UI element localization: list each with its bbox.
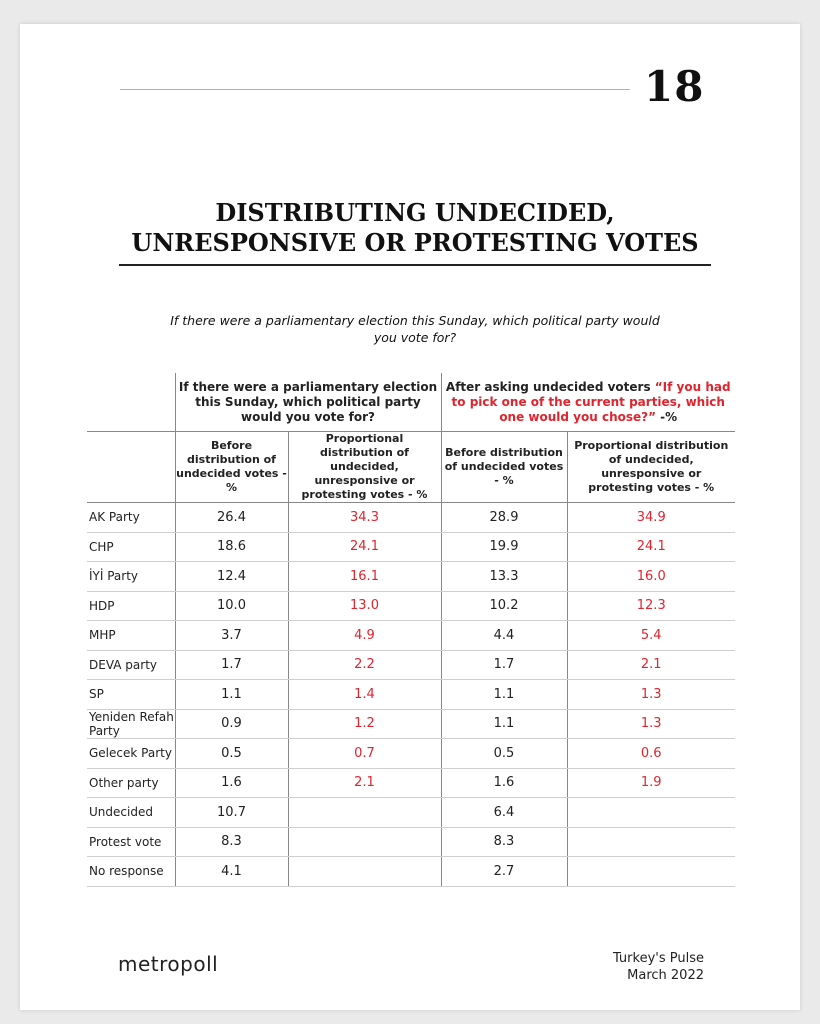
question-line-1: If there were a parliamentary election this Sunday, which political party would [170,313,660,328]
value-before-2: 2.7 [441,857,567,887]
table-row [87,621,735,651]
table-row [87,532,735,562]
table-row [87,591,735,621]
value-before-1: 10.0 [175,591,288,621]
value-proportional-2: 16.0 [567,562,735,592]
table-row [87,650,735,680]
value-proportional-2: 1.3 [567,709,735,739]
value-proportional-1: 4.9 [288,621,441,651]
value-proportional-2: 0.6 [567,739,735,769]
value-proportional-1: 24.1 [288,532,441,562]
value-proportional-1: 2.1 [288,768,441,798]
title-line-1: DISTRIBUTING UNDECIDED, [215,198,615,227]
value-before-1: 4.1 [175,857,288,887]
value-proportional-2: 1.9 [567,768,735,798]
row-label: Gelecek Party [87,739,175,769]
value-proportional-1: 16.1 [288,562,441,592]
value-before-2: 8.3 [441,827,567,857]
header-rule [120,89,630,90]
value-proportional-2: 2.1 [567,650,735,680]
table-row [87,827,735,857]
value-before-2: 1.1 [441,709,567,739]
row-label: SP [87,680,175,710]
value-before-1: 26.4 [175,503,288,533]
row-label: İYİ Party [87,562,175,592]
vote-distribution-table [87,373,735,887]
value-before-2: 1.7 [441,650,567,680]
table-row [87,709,735,739]
value-proportional-1: 34.3 [288,503,441,533]
table-row [87,857,735,887]
survey-question [120,312,710,346]
metropoll-logo: metropoll [118,952,219,976]
value-proportional-2: 5.4 [567,621,735,651]
row-label: DEVA party [87,650,175,680]
value-proportional-1: 0.7 [288,739,441,769]
value-proportional-1: 2.2 [288,650,441,680]
value-before-1: 1.1 [175,680,288,710]
group2-header-quote: “If you had to pick one of the current parties, which one would you chose?” [451,379,731,424]
group1-header: If there were a parliamentary election this Sunday, which political party would you vote for? [175,373,441,432]
value-before-1: 0.9 [175,709,288,739]
value-proportional-1 [288,857,441,887]
value-before-1: 8.3 [175,827,288,857]
value-before-1: 18.6 [175,532,288,562]
value-proportional-2: 1.3 [567,680,735,710]
title-line-2: UNRESPONSIVE OR PROTESTING VOTES [131,228,699,257]
value-before-1: 12.4 [175,562,288,592]
value-proportional-2: 12.3 [567,591,735,621]
value-proportional-2 [567,798,735,828]
table-body [87,503,735,887]
row-label: No response [87,857,175,887]
table-row [87,562,735,592]
value-before-2: 0.5 [441,739,567,769]
value-before-1: 1.6 [175,768,288,798]
value-before-2: 19.9 [441,532,567,562]
value-proportional-2: 34.9 [567,503,735,533]
value-before-2: 28.9 [441,503,567,533]
row-label: Yeniden Refah Party [89,709,174,738]
row-label: HDP [87,591,175,621]
group2-header [441,373,735,432]
col-header-proportional-2: Proportional distribution of undecided, unresponsive or protesting votes - % [567,432,735,503]
report-page [20,24,800,1010]
question-line-2: you vote for? [373,330,457,345]
col-header-before-1: Before distribution of undecided votes - % [175,432,288,503]
row-label: Undecided [87,798,175,828]
table-group-header-row [87,373,735,432]
value-proportional-2 [567,827,735,857]
row-label: Protest vote [87,827,175,857]
value-before-2: 4.4 [441,621,567,651]
page-title [100,198,730,258]
value-before-2: 6.4 [441,798,567,828]
row-label: AK Party [87,503,175,533]
value-before-2: 1.6 [441,768,567,798]
footer-line-1: Turkey's Pulse [612,951,704,966]
footer-source [580,950,704,984]
col-header-proportional-1: Proportional distribution of undecided, unresponsive or protesting votes - % [288,432,441,503]
value-proportional-1: 13.0 [288,591,441,621]
value-before-1: 0.5 [175,739,288,769]
table-row [87,739,735,769]
value-proportional-2: 24.1 [567,532,735,562]
value-proportional-2 [567,857,735,887]
col-header-before-2: Before distribution of undecided votes - % [441,432,567,503]
table-row [87,503,735,533]
group2-header-plain: After asking undecided voters [445,379,651,394]
page-number: 18 [644,62,705,111]
value-before-2: 1.1 [441,680,567,710]
value-proportional-1: 1.4 [288,680,441,710]
row-label: CHP [87,532,175,562]
value-before-1: 1.7 [175,650,288,680]
value-proportional-1: 1.2 [288,709,441,739]
row-label: MHP [87,621,175,651]
table-row [87,798,735,828]
value-before-1: 10.7 [175,798,288,828]
table-row [87,768,735,798]
value-before-2: 10.2 [441,591,567,621]
table-column-header-row [87,432,735,503]
table-row [87,680,735,710]
footer-line-2: March 2022 [627,968,704,983]
group2-header-suffix: -% [656,409,678,424]
row-label: Other party [87,768,175,798]
title-rule [119,264,711,266]
value-before-1: 3.7 [175,621,288,651]
value-proportional-1 [288,798,441,828]
value-before-2: 13.3 [441,562,567,592]
value-proportional-1 [288,827,441,857]
